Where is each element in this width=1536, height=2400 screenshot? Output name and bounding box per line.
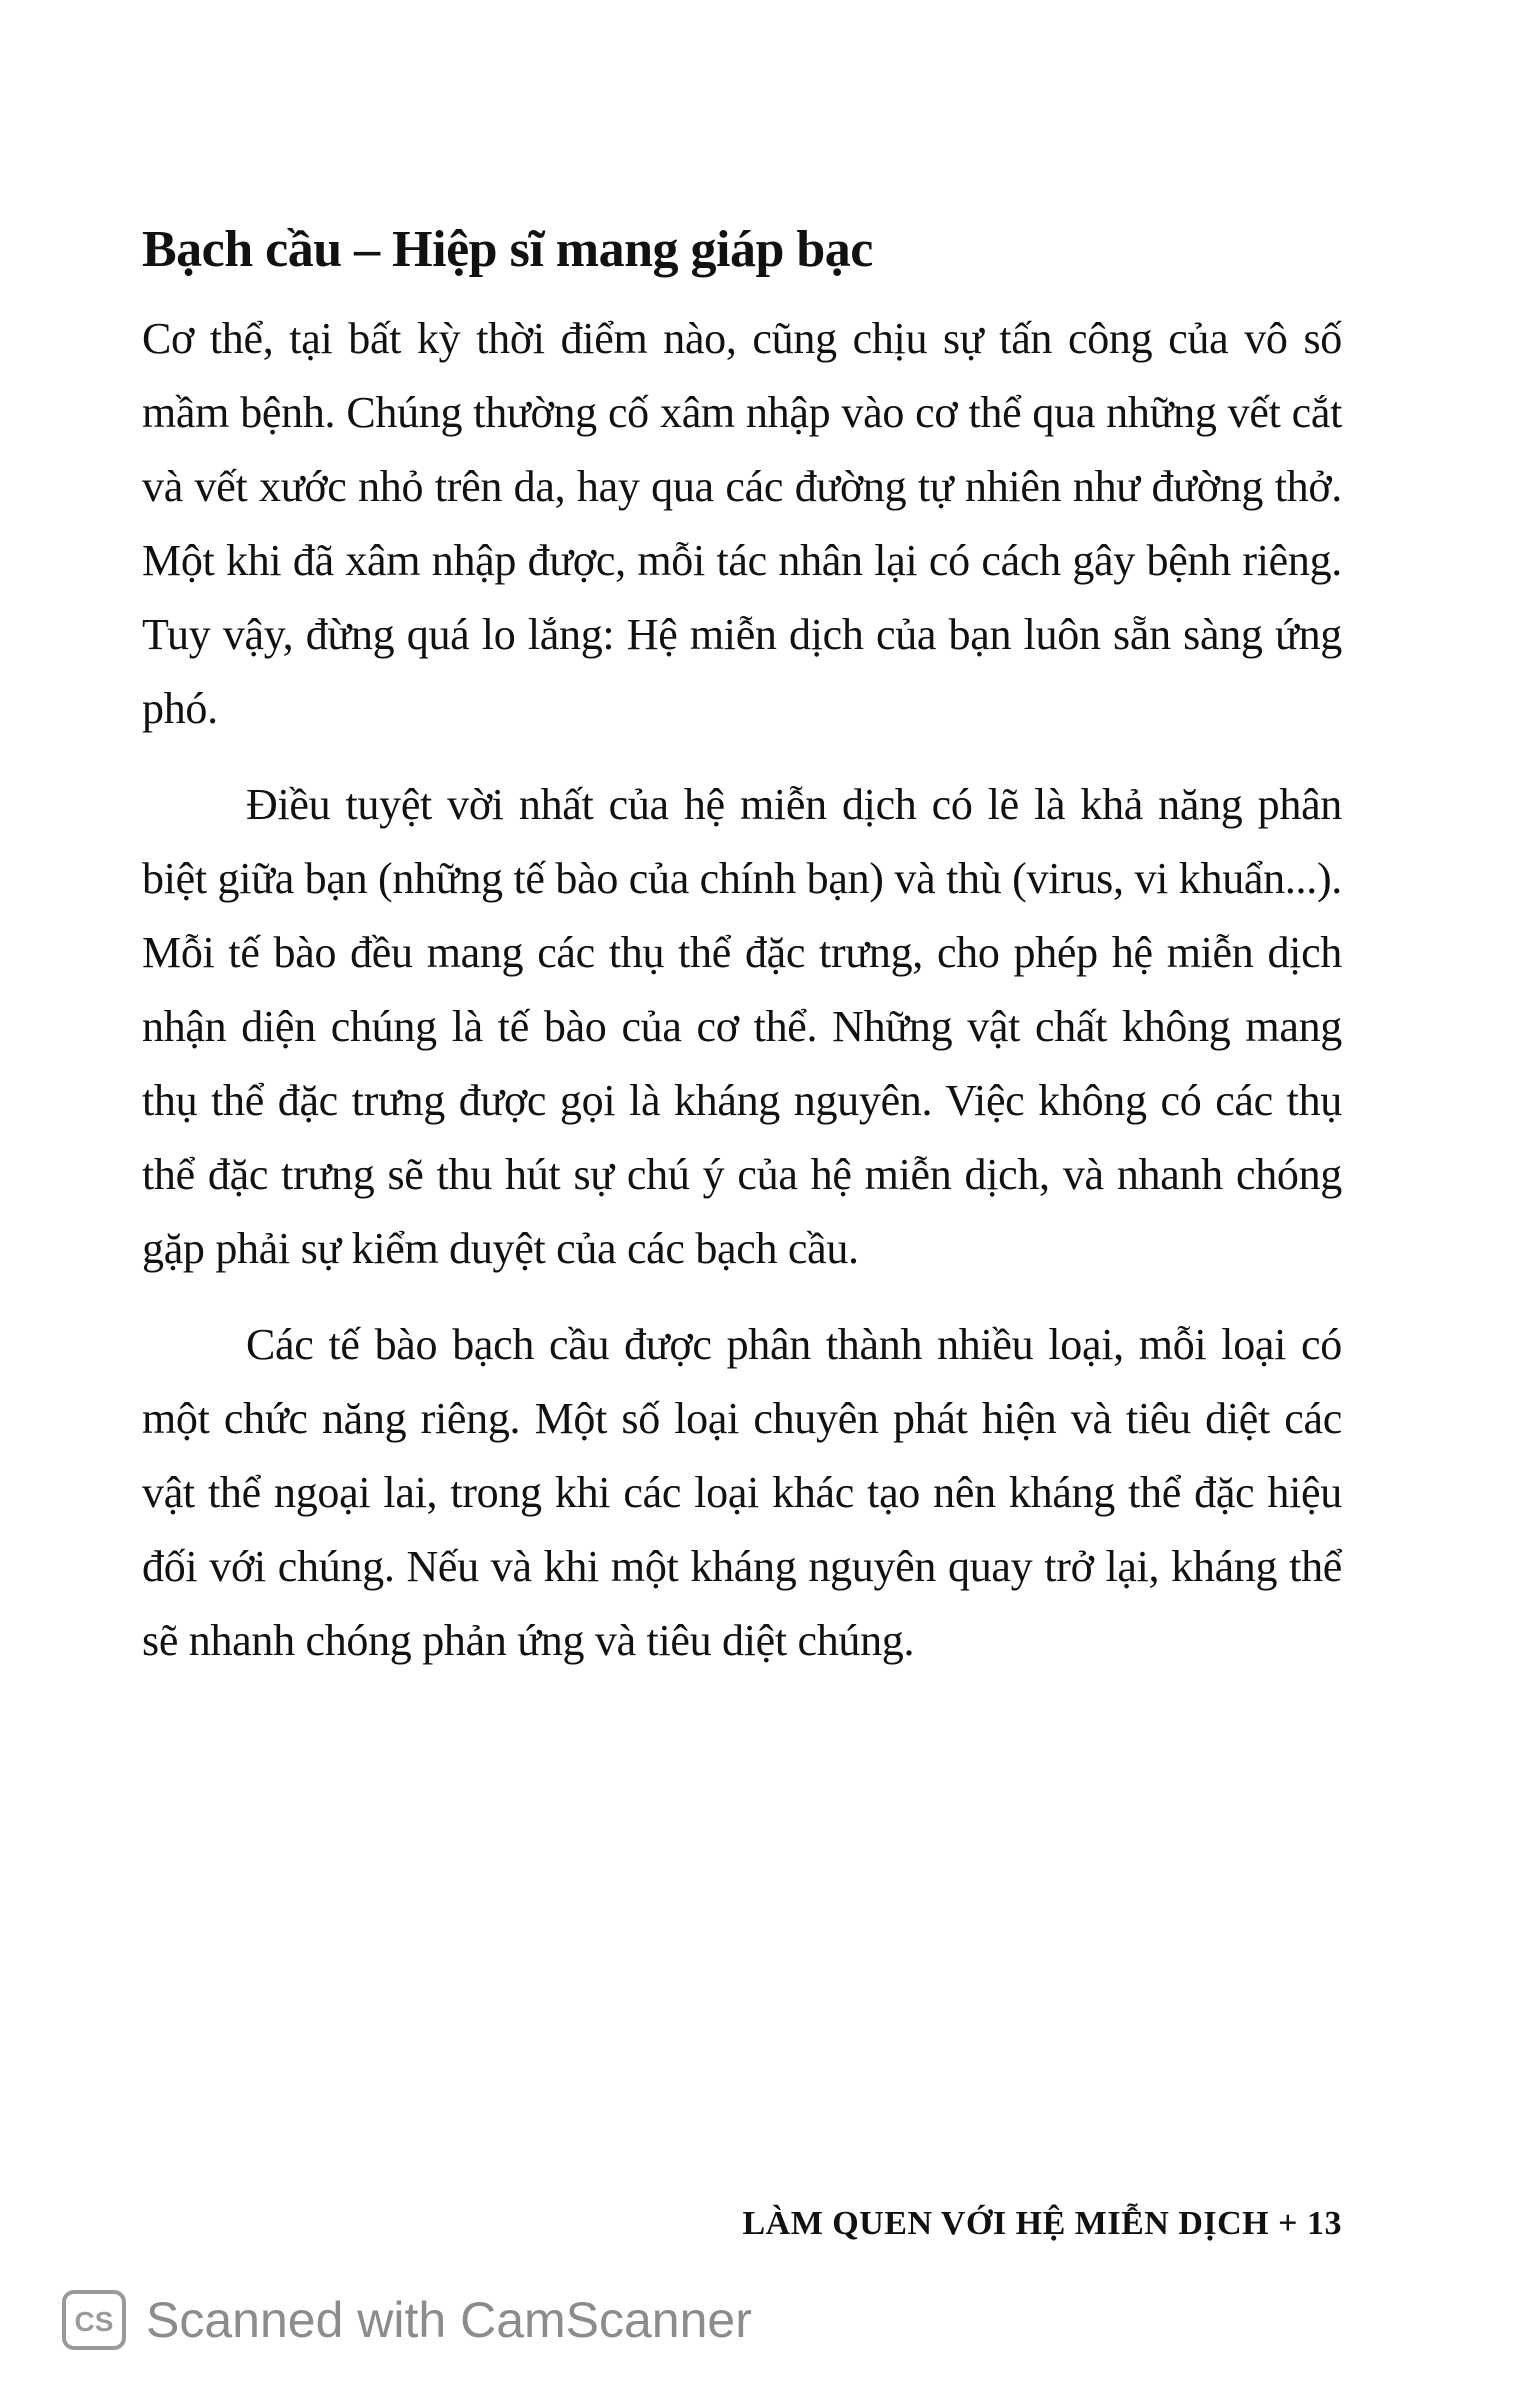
camscanner-logo-icon	[62, 2290, 126, 2350]
camscanner-logo-text: CS	[74, 2306, 114, 2337]
page-content	[142, 218, 1342, 1700]
camscanner-watermark	[62, 2288, 752, 2352]
paragraph-3: Các tế bào bạch cầu được phân thành nhiều loại, mỗi loại có một chức năng riêng. Một số loại chuyên phát hiện và tiêu diệt các vật thể ngoại lai, trong khi các loại khác tạo nên kháng thể đặc hiệu đối với chúng. Nếu và khi một kháng nguyên quay trở lại, kháng thể sẽ nhanh chóng phản ứng và tiêu diệt chúng.	[142, 1320, 1342, 1665]
camscanner-text: Scanned with CamScanner	[146, 2292, 752, 2348]
section-title: Bạch cầu – Hiệp sĩ mang giáp bạc	[142, 221, 873, 278]
paragraph-1: Cơ thể, tại bất kỳ thời điểm nào, cũng chịu sự tấn công của vô số mầm bệnh. Chúng thường cố xâm nhập vào cơ thể qua những vết cắt và vết xước nhỏ trên da, hay qua các đường tự nhiên như đường thở. Một khi đã xâm nhập được, mỗi tác nhân lại có cách gây bệnh riêng. Tuy vậy, đừng quá lo lắng: Hệ miễn dịch của bạn luôn sẵn sàng ứng phó.	[142, 314, 1342, 733]
running-footer: LÀM QUEN VỚI HỆ MIỄN DỊCH + 13	[742, 2205, 1342, 2242]
paragraph-2: Điều tuyệt vời nhất của hệ miễn dịch có lẽ là khả năng phân biệt giữa bạn (những tế bào của chính bạn) và thù (virus, vi khuẩn...). Mỗi tế bào đều mang các thụ thể đặc trưng, cho phép hệ miễn dịch nhận diện chúng là tế bào của cơ thể. Những vật chất không mang thụ thể đặc trưng được gọi là kháng nguyên. Việc không có các thụ thể đặc trưng sẽ thu hút sự chú ý của hệ miễn dịch, và nhanh chóng gặp phải sự kiểm duyệt của các bạch cầu.	[142, 780, 1342, 1273]
